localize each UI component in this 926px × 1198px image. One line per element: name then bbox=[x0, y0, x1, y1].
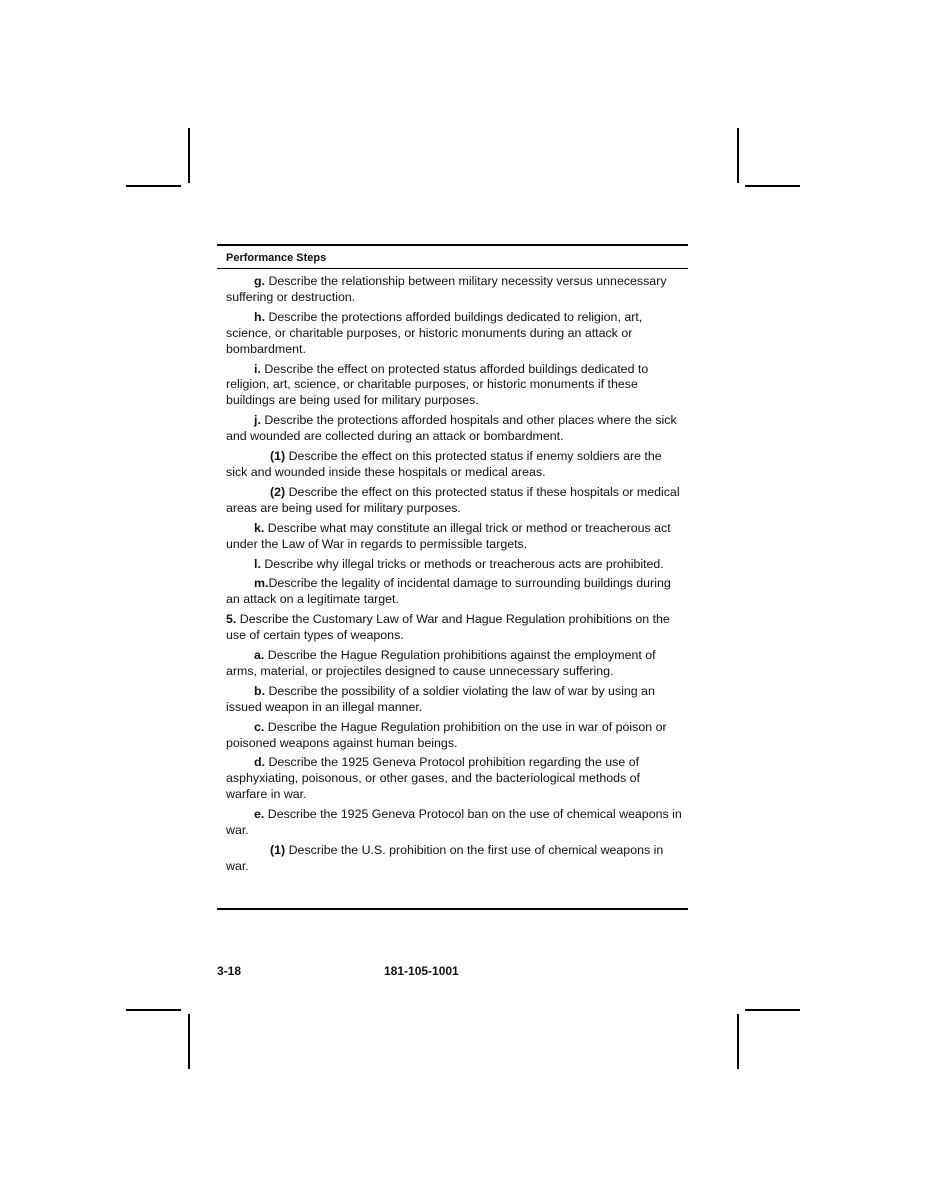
step-label: d. bbox=[254, 755, 266, 770]
table-header: Performance Steps bbox=[217, 246, 688, 269]
step-label: j. bbox=[254, 413, 261, 428]
step-item bbox=[226, 310, 682, 358]
page-number: 3-18 bbox=[217, 964, 242, 978]
step-label: i. bbox=[254, 361, 261, 376]
step-label: h. bbox=[254, 309, 266, 324]
step-text: Describe the effect on this protected status if these hospitals or medical areas are being used for military purposes. bbox=[226, 484, 680, 515]
step-text: Describe the possibility of a soldier violating the law of war by using an issued weapon in an illegal manner. bbox=[226, 683, 655, 714]
step-label: 5. bbox=[226, 612, 237, 627]
step-subitem bbox=[226, 485, 682, 517]
step-text: Describe the 1925 Geneva Protocol prohibition regarding the use of asphyxiating, poisonous, or other gases, and the bacteriological methods of warfare in war. bbox=[226, 755, 640, 802]
step-label: (2) bbox=[270, 484, 286, 499]
step-label: a. bbox=[254, 648, 265, 663]
step-subitem bbox=[226, 449, 682, 481]
step-subitem bbox=[226, 843, 682, 875]
step-text: Describe the protections afforded hospitals and other places where the sick and wounded are collected during an attack or bombardment. bbox=[226, 413, 677, 444]
step-item bbox=[226, 720, 682, 752]
crop-mark-top-left-vertical bbox=[188, 128, 190, 183]
step-item bbox=[226, 576, 682, 608]
crop-mark-bottom-right-horizontal bbox=[745, 1009, 800, 1011]
step-text: Describe why illegal tricks or methods or treacherous acts are prohibited. bbox=[260, 556, 664, 571]
step-label: (1) bbox=[270, 449, 286, 464]
step-text: Describe the Hague Regulation prohibitions against the employment of arms, material, or projectiles designed to cause unnecessary suffering. bbox=[226, 648, 656, 678]
step-item bbox=[226, 557, 682, 573]
step-text: Describe the legality of incidental damage to surrounding buildings during an attack on a legitimate target. bbox=[226, 576, 671, 607]
step-text: Describe the Hague Regulation prohibition on the use in war of poison or poisoned weapons against human beings. bbox=[226, 719, 667, 750]
performance-steps-table bbox=[217, 244, 688, 910]
step-label: l. bbox=[254, 556, 261, 571]
step-label: k. bbox=[254, 520, 265, 535]
step-main-item bbox=[226, 612, 682, 644]
crop-mark-top-left-horizontal bbox=[126, 185, 181, 187]
step-text: Describe the effect on protected status afforded buildings dedicated to religion, art, science, or charitable purposes, or historic monuments if these buildings are being used for military purposes. bbox=[226, 361, 649, 408]
step-label: b. bbox=[254, 683, 266, 698]
step-item bbox=[226, 362, 682, 410]
step-label: e. bbox=[254, 807, 265, 822]
step-text: Describe the relationship between military necessity versus unnecessary suffering or destruction. bbox=[226, 274, 667, 304]
document-code: 181-105-1001 bbox=[384, 964, 459, 978]
crop-mark-bottom-left-horizontal bbox=[126, 1009, 181, 1011]
step-label: m. bbox=[254, 576, 269, 591]
crop-mark-top-right-vertical bbox=[737, 128, 739, 183]
step-item bbox=[226, 807, 682, 839]
step-item bbox=[226, 755, 682, 803]
step-text: Describe what may constitute an illegal trick or method or treacherous act under the Law of War in regards to permissible targets. bbox=[226, 520, 671, 551]
steps-list bbox=[217, 269, 688, 875]
crop-mark-bottom-right-vertical bbox=[737, 1014, 739, 1069]
step-text: Describe the 1925 Geneva Protocol ban on the use of chemical weapons in war. bbox=[226, 807, 682, 838]
crop-mark-top-right-horizontal bbox=[745, 185, 800, 187]
step-item bbox=[226, 413, 682, 445]
step-text: Describe the U.S. prohibition on the first use of chemical weapons in war. bbox=[226, 843, 664, 873]
step-item bbox=[226, 274, 682, 306]
step-label: c. bbox=[254, 719, 265, 734]
step-text: Describe the Customary Law of War and Hague Regulation prohibitions on the use of certain types of weapons. bbox=[226, 612, 670, 643]
step-text: Describe the protections afforded buildings dedicated to religion, art, science, or charitable purposes, or historic monuments during an attack or bombardment. bbox=[226, 309, 643, 356]
step-item bbox=[226, 648, 682, 680]
step-text: Describe the effect on this protected status if enemy soldiers are the sick and wounded inside these hospitals or medical areas. bbox=[226, 449, 662, 479]
crop-mark-bottom-left-vertical bbox=[188, 1014, 190, 1069]
step-label: g. bbox=[254, 274, 266, 288]
step-item bbox=[226, 521, 682, 553]
step-item bbox=[226, 684, 682, 716]
step-label: (1) bbox=[270, 843, 286, 857]
